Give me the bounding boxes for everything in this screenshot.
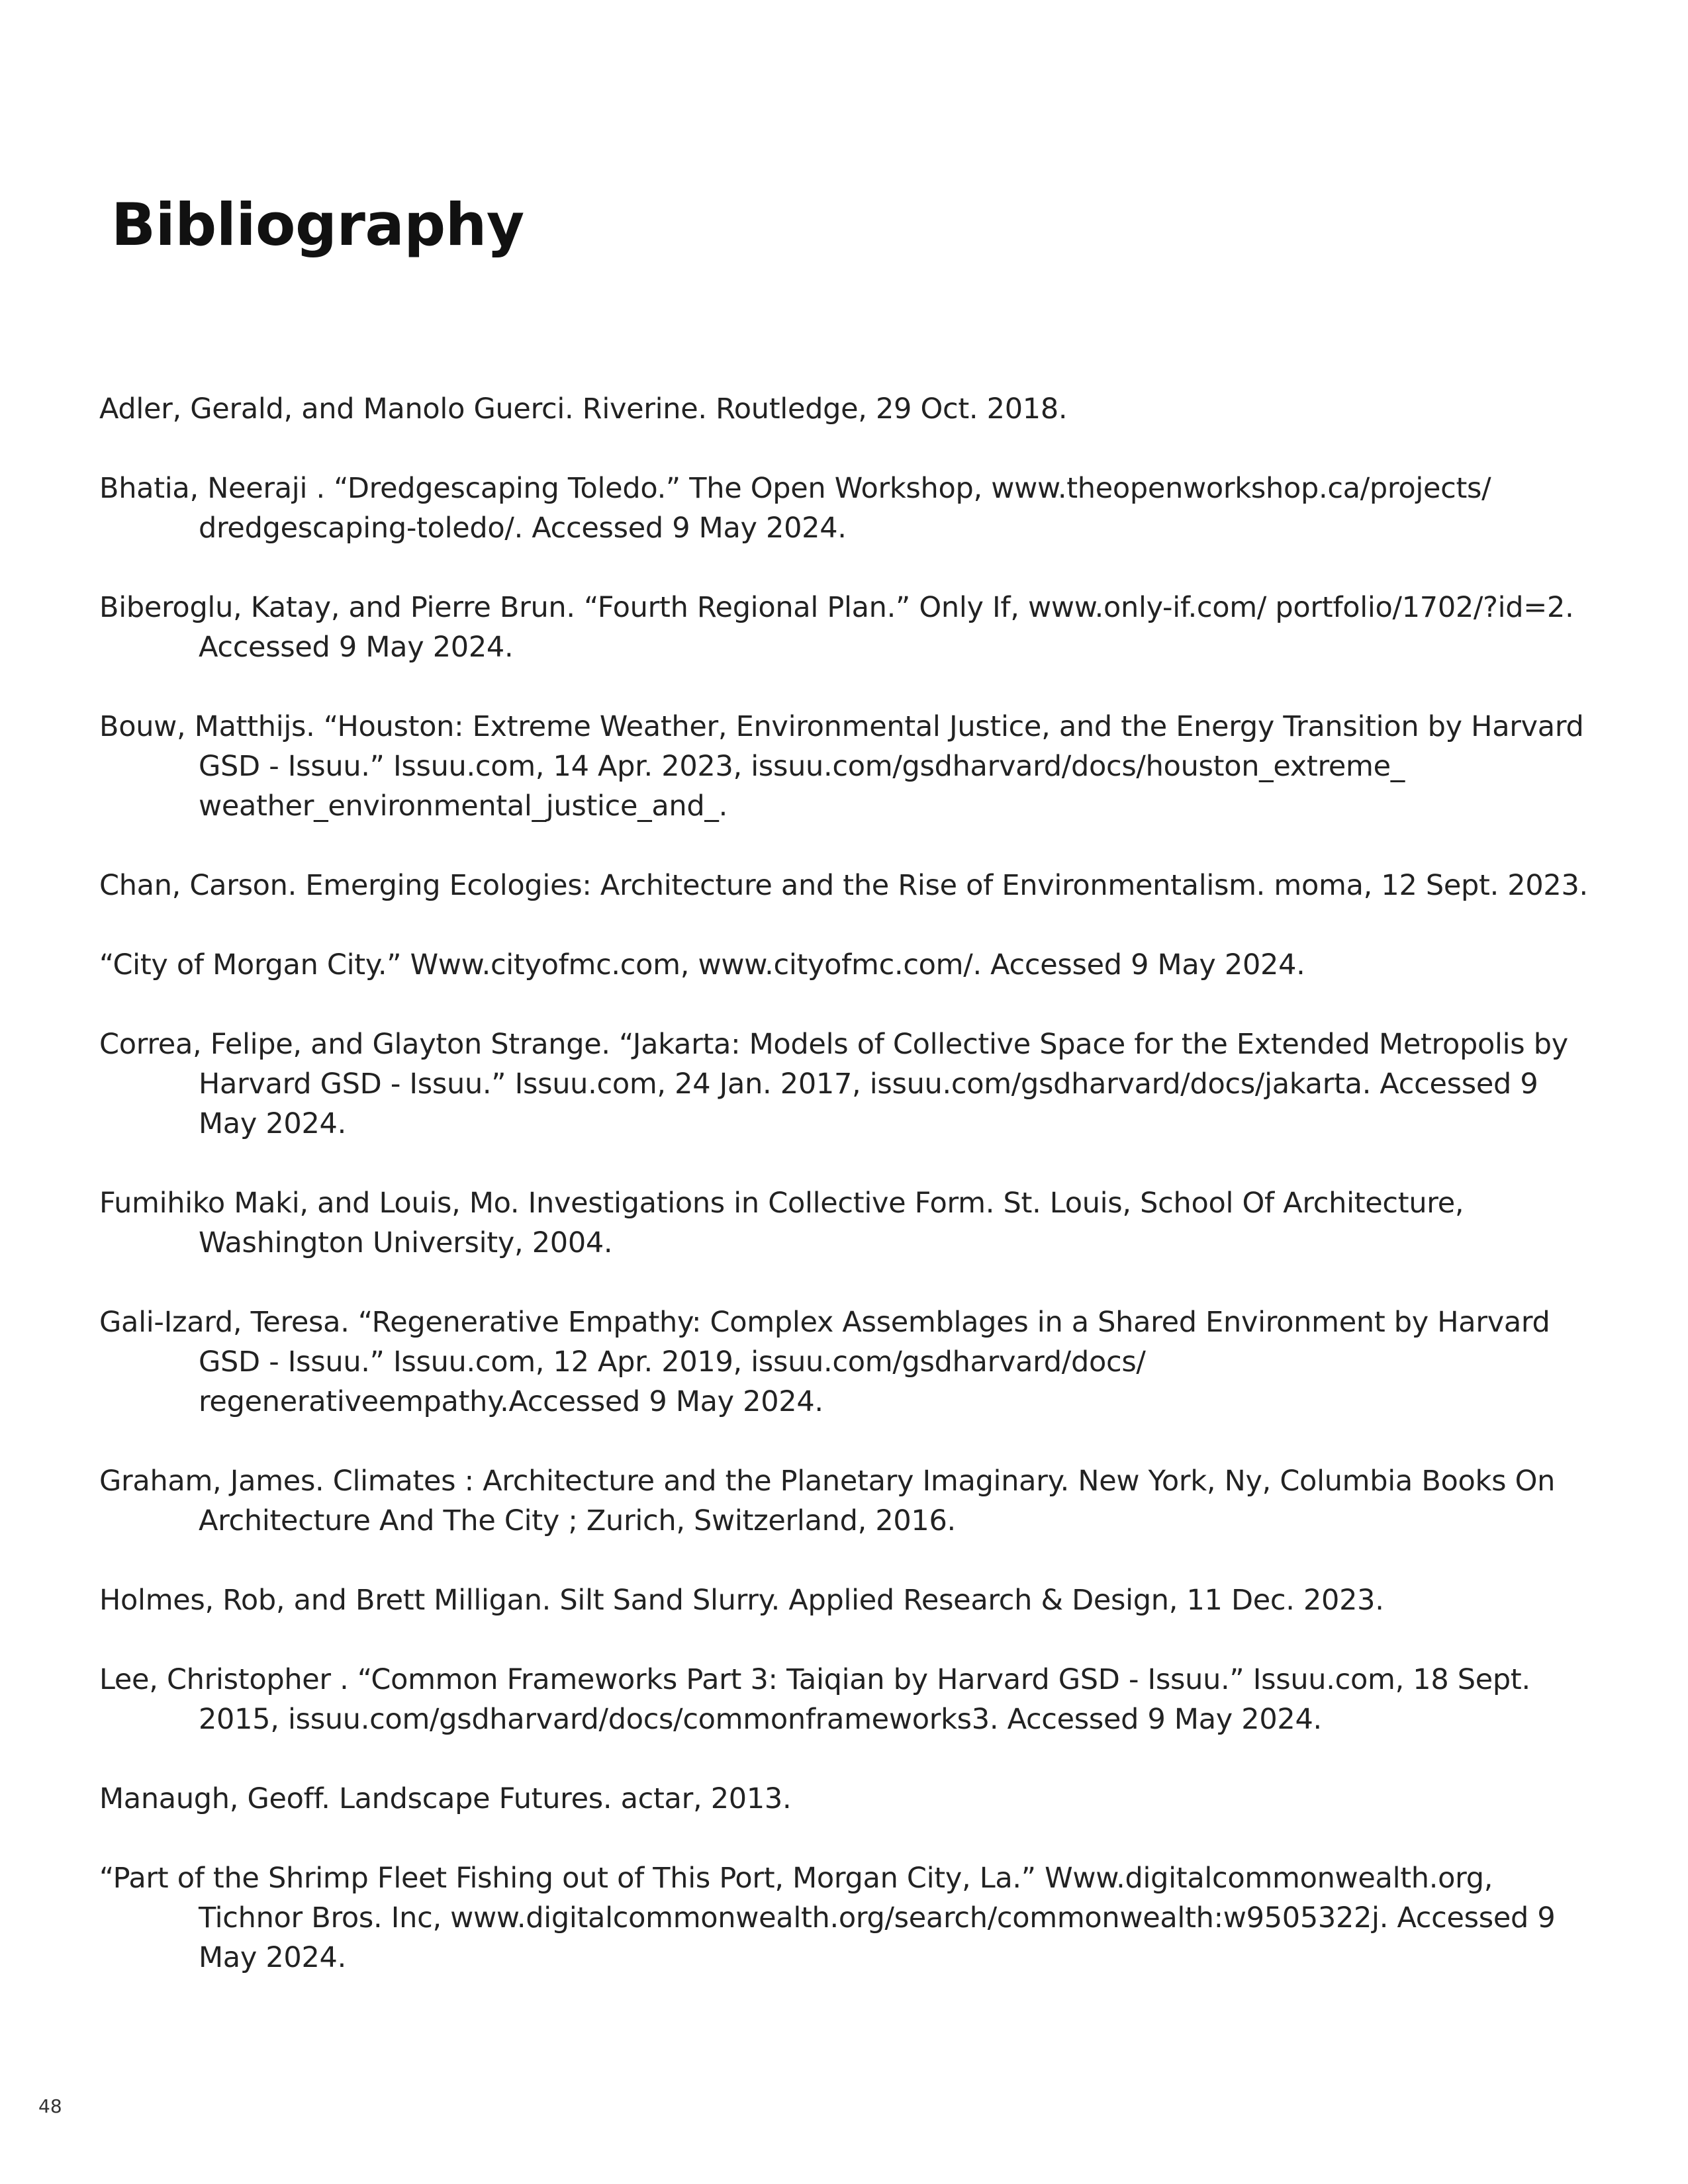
bibliography-entry: Fumihiko Maki, and Louis, Mo. Investigations in Collective Form. St. Louis, School Of Architecture, Washington University, 2004. (99, 1187, 1464, 1259)
bibliography-entry: Manaugh, Geoff. Landscape Futures. actar, 2013. (99, 1782, 792, 1815)
bibliography-list (99, 389, 1589, 1978)
bibliography-entry: “City of Morgan City.” Www.cityofmc.com, www.cityofmc.com/. Accessed 9 May 2024. (99, 948, 1305, 981)
bibliography-entry: “Part of the Shrimp Fleet Fishing out of This Port, Morgan City, La.” Www.digitalcommonwealth.org, Tichnor Bros. Inc, www.digitalcommonwealth.org/search/commonwealth:w9505322j. Accessed 9 May 2024. (99, 1862, 1556, 1974)
bibliography-entry: Bouw, Matthijs. “Houston: Extreme Weather, Environmental Justice, and the Energy Transition by Harvard GSD - Issuu.” Issuu.com, 14 Apr. 2023, issuu.com/gsdharvard/docs/houston_extreme_ weather_environmental_justice_and_. (99, 710, 1584, 823)
page-title: Bibliography (111, 191, 524, 259)
bibliography-entry: Holmes, Rob, and Brett Milligan. Silt Sand Slurry. Applied Research & Design, 11 Dec. 2023. (99, 1584, 1384, 1617)
bibliography-entry: Biberoglu, Katay, and Pierre Brun. “Fourth Regional Plan.” Only If, www.only-if.com/ portfolio/1702/?id=2. Accessed 9 May 2024. (99, 591, 1574, 664)
bibliography-entry: Adler, Gerald, and Manolo Guerci. Riverine. Routledge, 29 Oct. 2018. (99, 392, 1068, 426)
bibliography-entry: Bhatia, Neeraji . “Dredgescaping Toledo.” The Open Workshop, www.theopenworkshop.ca/projects/ dredgescaping-toledo/. Accessed 9 May 2024. (99, 472, 1491, 545)
bibliography-entry: Chan, Carson. Emerging Ecologies: Architecture and the Rise of Environmentalism. moma, 12 Sept. 2023. (99, 869, 1588, 902)
bibliography-entry: Graham, James. Climates : Architecture and the Planetary Imaginary. New York, Ny, Columbia Books On Architecture And The City ; Zurich, Switzerland, 2016. (99, 1465, 1556, 1537)
bibliography-entry: Correa, Felipe, and Glayton Strange. “Jakarta: Models of Collective Space for the Extended Metropolis by Harvard GSD - Issuu.” Issuu.com, 24 Jan. 2017, issuu.com/gsdharvard/docs/jakarta. Accessed 9 May 2024. (99, 1028, 1568, 1140)
bibliography-entry: Lee, Christopher . “Common Frameworks Part 3: Taiqian by Harvard GSD - Issuu.” Issuu.com, 18 Sept. 2015, issuu.com/gsdharvard/docs/commonframeworks3. Accessed 9 May 2024. (99, 1663, 1530, 1736)
page-number: 48 (38, 2095, 62, 2117)
bibliography-entry: Gali-Izard, Teresa. “Regenerative Empathy: Complex Assemblages in a Shared Environment by Harvard GSD - Issuu.” Issuu.com, 12 Apr. 2019, issuu.com/gsdharvard/docs/ regenerativeempathy.Accessed 9 May 2024. (99, 1306, 1550, 1418)
